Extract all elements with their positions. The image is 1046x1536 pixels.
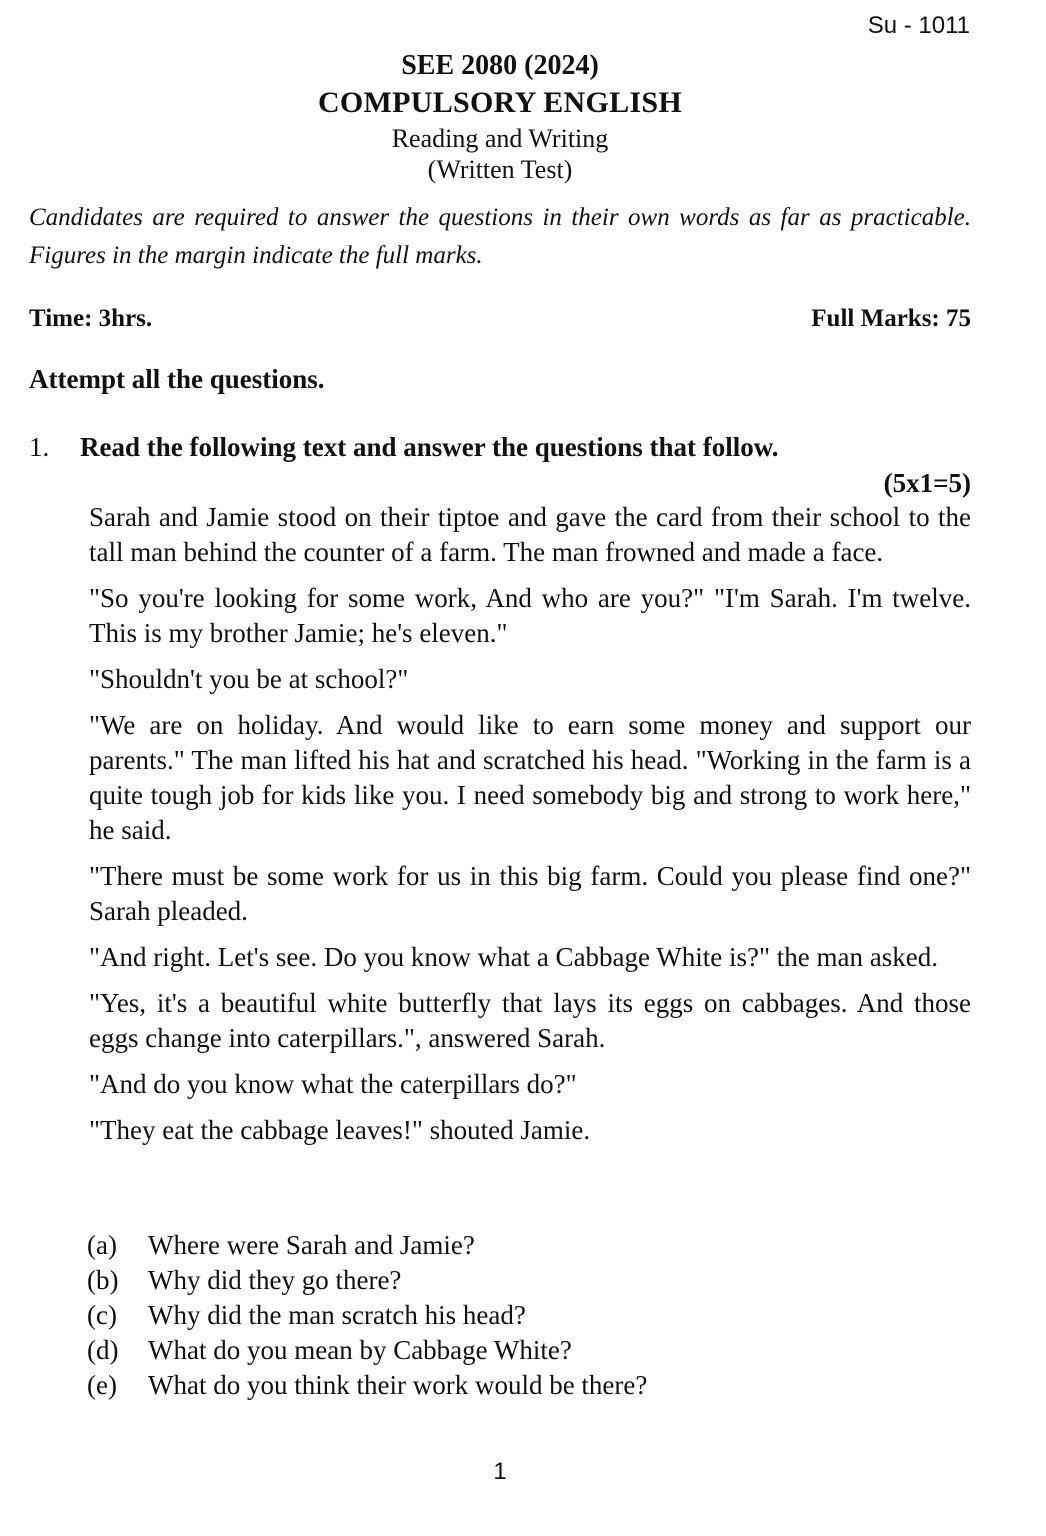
sub-question-label: (a) — [87, 1230, 117, 1260]
test-type: (Written Test) — [427, 155, 573, 184]
question-marks: (5x1=5) — [883, 468, 971, 498]
passage-paragraph: "Shouldn't you be at school?" — [89, 664, 409, 694]
sub-question — [87, 1368, 647, 1403]
reading-passage — [89, 500, 971, 1159]
exam-title: SEE 2080 (2024) — [401, 50, 599, 81]
sub-question-text: Why did they go there? — [148, 1265, 402, 1295]
passage-paragraph: Sarah and Jamie stood on their tiptoe and gave the card from their school to the tall man behind the counter of a farm. The man frowned and made a face. — [89, 502, 971, 567]
passage-paragraph: "Yes, it's a beautiful white butterfly that lays its eggs on cabbages. And those eggs change into caterpillars.", answered Sarah. — [89, 988, 971, 1053]
sub-question-text: Why did the man scratch his head? — [148, 1300, 526, 1330]
paper-subtitle: Reading and Writing — [391, 124, 609, 153]
sub-question-text: Where were Sarah and Jamie? — [148, 1230, 475, 1260]
passage-paragraph: "So you're looking for some work, And who are you?" "I'm Sarah. I'm twelve. This is my brother Jamie; he's eleven." — [89, 583, 971, 648]
sub-question-list — [87, 1228, 647, 1403]
sub-question-label: (c) — [87, 1300, 117, 1330]
passage-paragraph: "There must be some work for us in this big farm. Could you please find one?" Sarah pleaded. — [89, 861, 971, 926]
sub-question — [87, 1228, 647, 1263]
sub-question — [87, 1298, 647, 1333]
sub-question-label: (e) — [87, 1370, 117, 1400]
passage-paragraph: "And right. Let's see. Do you know what a Cabbage White is?" the man asked. — [89, 942, 938, 972]
sub-question-label: (d) — [87, 1335, 119, 1365]
passage-paragraph: "And do you know what the caterpillars do?" — [89, 1069, 577, 1099]
question-number: 1. — [29, 432, 50, 462]
sub-question — [87, 1263, 647, 1298]
instructions: Candidates are required to answer the questions in their own words as far as practicable. Figures in the margin indicate the full marks. — [29, 204, 971, 269]
sub-question-label: (b) — [87, 1265, 119, 1295]
sub-question-text: What do you think their work would be there? — [148, 1370, 648, 1400]
passage-paragraph: "They eat the cabbage leaves!" shouted Jamie. — [89, 1115, 591, 1145]
attempt-instruction: Attempt all the questions. — [29, 364, 325, 394]
question-text: Read the following text and answer the questions that follow. — [80, 432, 779, 462]
subject-title: COMPULSORY ENGLISH — [317, 86, 683, 119]
time-allowed: Time: 3hrs. — [29, 305, 153, 332]
sub-question-text: What do you mean by Cabbage White? — [148, 1335, 572, 1365]
sub-question — [87, 1333, 647, 1368]
paper-code: Su - 1011 — [867, 12, 970, 39]
passage-paragraph: "We are on holiday. And would like to earn some money and support our parents." The man lifted his hat and scratched his head. "Working in the farm is a quite tough job for kids like you. I need somebody big and strong to work here," he said. — [89, 710, 971, 845]
full-marks: Full Marks: 75 — [811, 305, 971, 332]
page-number: 1 — [493, 1458, 507, 1485]
